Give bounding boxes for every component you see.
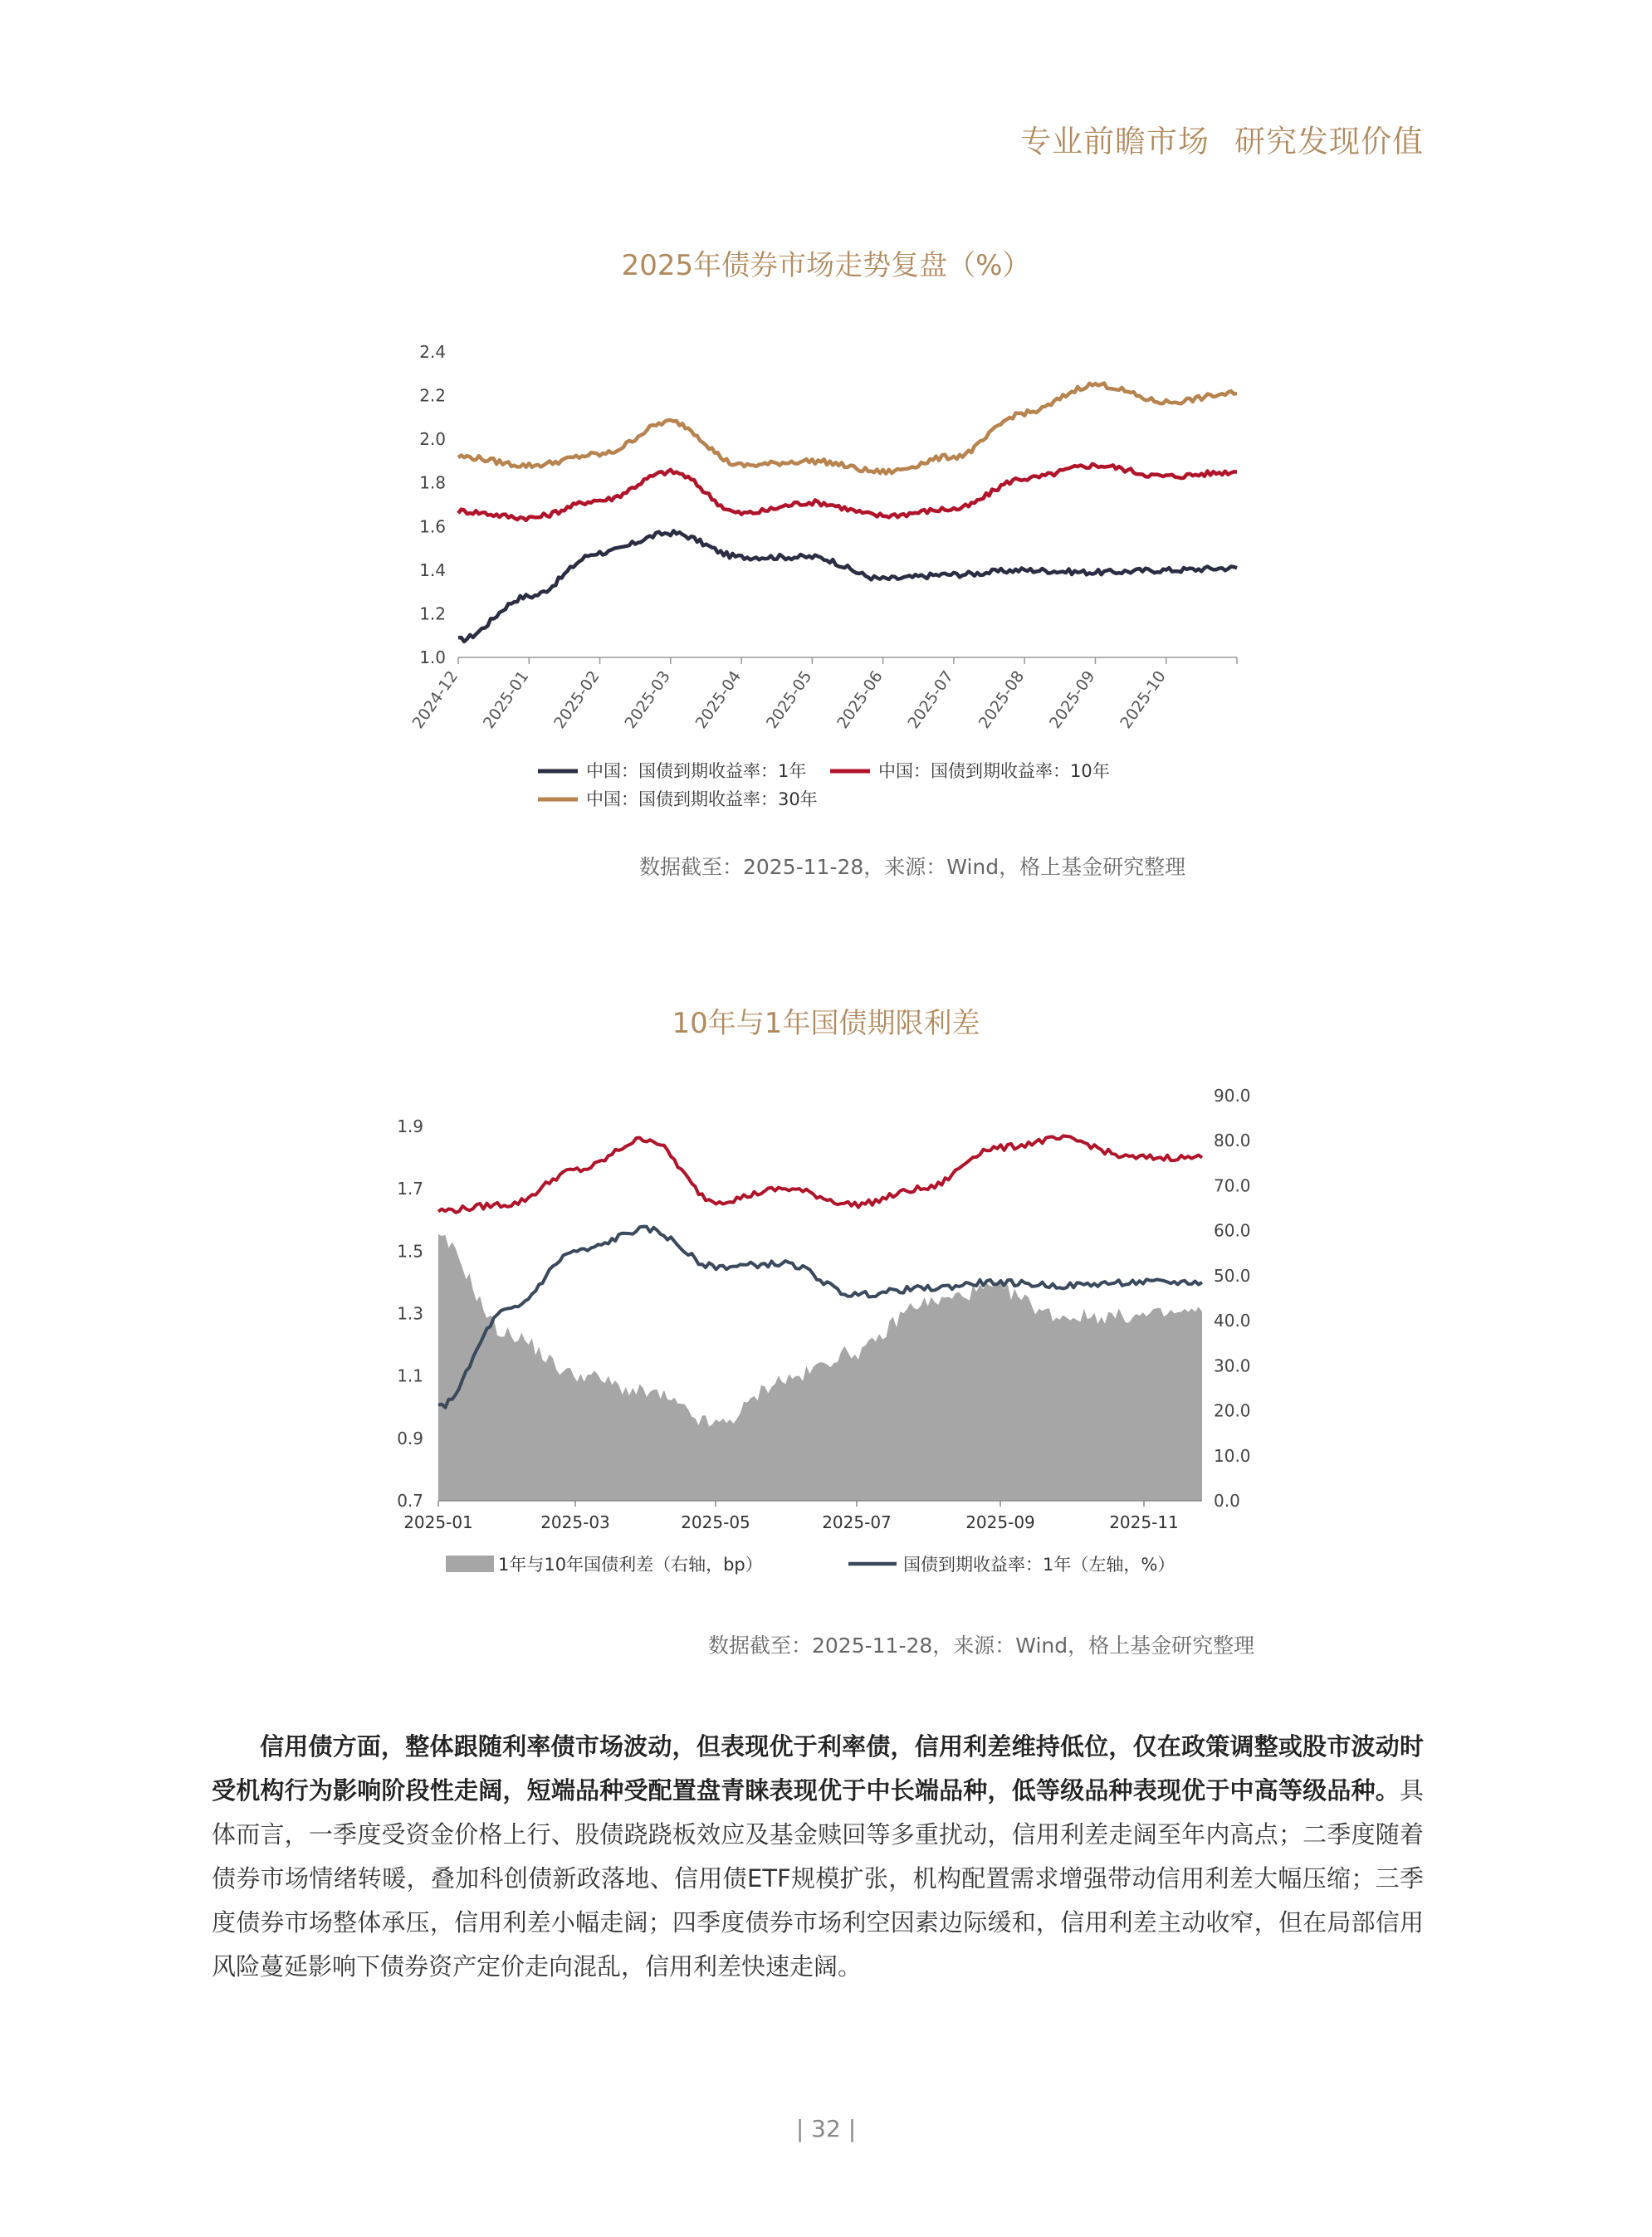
- chart2-right-y-tick-label: 60.0: [1214, 1220, 1251, 1241]
- chart1-x-tick-label: 2024-12: [408, 667, 462, 732]
- chart2-x-tick-label: 2025-07: [822, 1512, 892, 1532]
- chart2-right-y-tick-label: 90.0: [1214, 1086, 1251, 1106]
- chart2-source: 数据截至：2025-11-28，来源：Wind，格上基金研究整理: [708, 1634, 1255, 1658]
- header-left: 专业前瞻市场: [1020, 124, 1210, 159]
- chart2-left-y-tick-label: 1.7: [397, 1179, 423, 1199]
- chart1-x-tick-label: 2025-01: [479, 667, 533, 732]
- chart2: [0, 1038, 1652, 1577]
- chart2-left-y-tick-label: 1.9: [397, 1116, 423, 1136]
- chart1-y-tick-label: 1.6: [419, 516, 446, 537]
- chart1-y-tick-label: 2.0: [419, 429, 446, 450]
- body-paragraph: [212, 1725, 1424, 1989]
- chart2-legend-label: 1年与10年国债利差（右轴，bp）: [498, 1555, 763, 1575]
- chart1-x-tick-label: 2025-05: [762, 667, 816, 732]
- chart2-legend-label: 国债到期收益率：1年（左轴，%）: [903, 1555, 1175, 1575]
- chart1-legend-label: 中国：国债到期收益率：10年: [878, 761, 1110, 781]
- chart2-x-tick-label: 2025-05: [681, 1512, 750, 1532]
- chart1-series-line: [458, 383, 1237, 474]
- chart2-right-y-tick-label: 40.0: [1214, 1311, 1251, 1331]
- chart2-series-line: [438, 1136, 1202, 1212]
- chart2-title: 10年与1年国债期限利差: [672, 1007, 980, 1040]
- chart1-x-tick-label: 2025-09: [1045, 667, 1099, 732]
- chart1-legend-label: 中国：国债到期收益率：30年: [586, 789, 818, 809]
- chart1-y-tick-label: 1.2: [419, 603, 446, 624]
- body-normal-text: 具体而言，一季度受资金价格上行、股债跷跷板效应及基金赎回等多重扰动，信用利差走阔至年内高点；二季度随着债券市场情绪转暖，叠加科创债新政落地、信用债ETF规模扩张，机构配置需求增强带动信用利差大幅压缩；三季度债券市场整体承压，信用利差小幅走阔；四季度债券市场利空因素边际缓和，信用利差主动收窄，但在局部信用风险蔓延影响下债券资产定价走向混乱，信用利差快速走阔。: [212, 1776, 1424, 1981]
- body-bold-text: 信用债方面，整体跟随利率债市场波动，但表现优于利率债，信用利差维持低位，仅在政策调整或股市波动时受机构行为影响阶段性走阔，短端品种受配置盘青睐表现优于中长端品种，低等级品种表现优于中高等级品种。: [212, 1732, 1424, 1805]
- chart1-y-tick-label: 1.0: [419, 647, 446, 667]
- chart2-left-y-tick-label: 0.7: [397, 1491, 423, 1511]
- chart2-x-tick-label: 2025-09: [965, 1512, 1035, 1532]
- chart2-left-y-tick-label: 1.3: [397, 1303, 423, 1324]
- chart2-right-y-tick-label: 70.0: [1214, 1175, 1251, 1196]
- chart1-title: 2025年债券市场走势复盘（%）: [621, 249, 1031, 282]
- chart1-x-tick-label: 2025-02: [550, 667, 604, 732]
- chart2-left-y-tick-label: 1.5: [397, 1241, 423, 1262]
- chart1-series-line: [458, 530, 1237, 642]
- chart2-right-y-tick-label: 50.0: [1214, 1265, 1251, 1286]
- chart1-legend-label: 中国：国债到期收益率：1年: [586, 761, 807, 781]
- chart2-x-tick-label: 2025-03: [540, 1512, 610, 1532]
- chart2-left-y-tick-label: 1.1: [397, 1365, 423, 1386]
- chart1-x-tick-label: 2025-03: [621, 667, 674, 732]
- chart2-left-y-tick-label: 0.9: [397, 1428, 423, 1448]
- chart1-x-tick-label: 2025-06: [833, 667, 887, 732]
- chart2-x-tick-label: 2025-01: [403, 1512, 473, 1532]
- chart2-right-y-tick-label: 80.0: [1214, 1131, 1251, 1151]
- header-right: 研究发现价值: [1234, 124, 1424, 159]
- chart1-y-tick-label: 1.8: [419, 472, 446, 493]
- chart1-x-tick-label: 2025-04: [692, 667, 745, 732]
- chart2-x-tick-label: 2025-11: [1109, 1512, 1179, 1532]
- chart1-x-tick-label: 2025-08: [975, 667, 1029, 732]
- chart1: [0, 0, 1652, 913]
- chart1-y-tick-label: 1.4: [419, 559, 446, 580]
- chart1-source: 数据截至：2025-11-28，来源：Wind，格上基金研究整理: [639, 855, 1186, 879]
- page-number: | 32 |: [795, 2115, 857, 2142]
- chart2-right-y-tick-label: 10.0: [1214, 1445, 1251, 1466]
- chart2-spread-area: [438, 1234, 1202, 1501]
- chart1-y-tick-label: 2.4: [419, 342, 446, 362]
- chart2-right-y-tick-label: 0.0: [1214, 1491, 1240, 1511]
- chart1-series-line: [458, 464, 1237, 520]
- chart2-legend-swatch: [446, 1556, 494, 1572]
- chart2-right-y-tick-label: 20.0: [1214, 1400, 1251, 1421]
- chart1-x-tick-label: 2025-07: [904, 667, 958, 732]
- chart1-x-tick-label: 2025-10: [1117, 667, 1170, 732]
- chart2-right-y-tick-label: 30.0: [1214, 1355, 1251, 1376]
- chart1-y-tick-label: 2.2: [419, 385, 446, 406]
